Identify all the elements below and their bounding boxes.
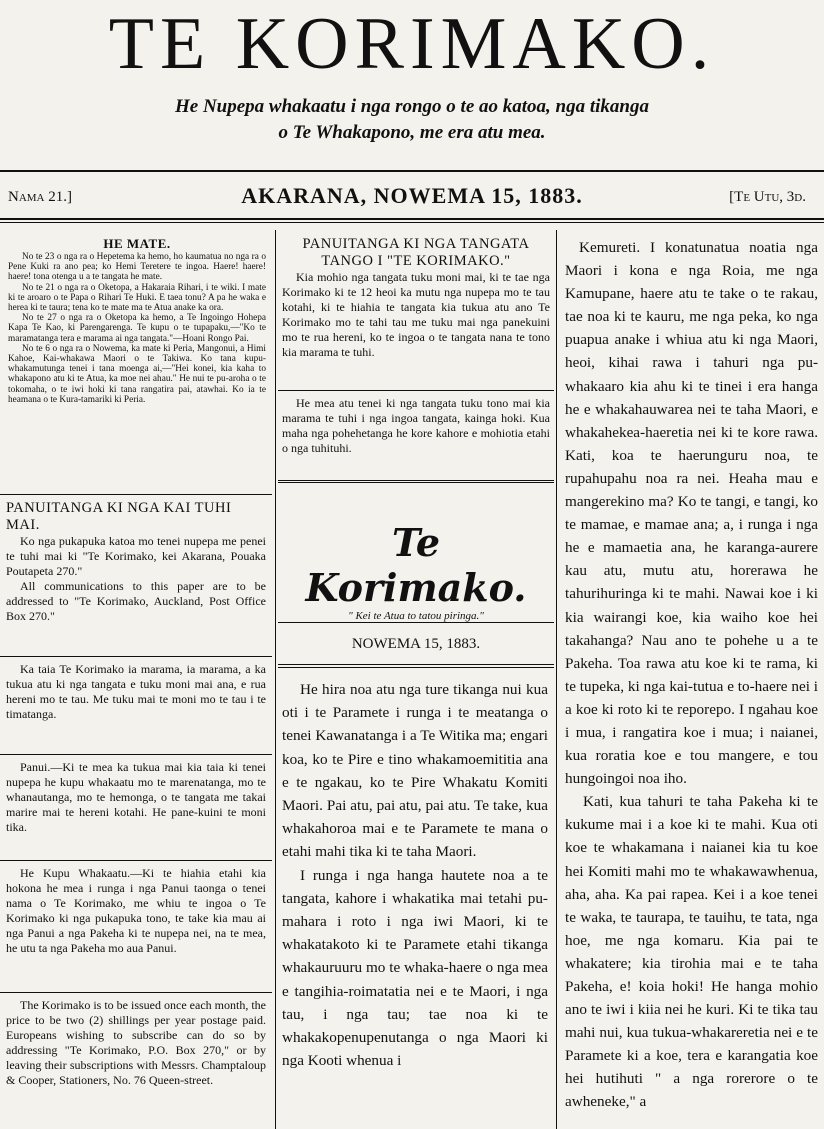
- panuitanga-note-section: [282, 396, 550, 456]
- section-rule: [278, 664, 554, 665]
- kai-tuhi-paragraph: All communications to this paper are to be addressed to "Te Korimako, Auckland, Post Office Box 270.": [6, 579, 266, 623]
- panuitanga-note-paragraph: He mea atu tenei ki nga tangata tuku tono mai kia marama te tuhi i nga ingoa tangata, kainga hoki. Kua maha nga pohehetanga he kore kahore e mohiotia etahi o nga tuhituhi.: [282, 396, 550, 455]
- he-kupu-section: [6, 866, 266, 956]
- kai-tuhi-heading: PANUITANGA KI NGA KAI TUHI MAI.: [6, 500, 232, 533]
- column-divider-1: [275, 230, 276, 1129]
- dateline-bottom-rule: [0, 218, 824, 220]
- section-rule: [278, 667, 554, 668]
- section-rule: [278, 622, 554, 623]
- issue-price: [Te Utu, 3d.: [729, 189, 806, 205]
- column-1: [0, 230, 272, 1129]
- newspaper-title: TE KORIMAKO.: [108, 3, 716, 85]
- he-mate-section: [8, 236, 266, 405]
- editorial-date: NOWEMA 15, 1883.: [351, 636, 481, 652]
- column-3: [559, 230, 824, 1129]
- editorial-continuation-paragraph: Kemureti. I konatunatua noatia nga Maori i kona e nga Roia, me nga Kamupane, haere atu te take o te rakau, tae noa ki te kauru, me nga peka, ko nga puapua anake i whiua atu ki nga Maori, heoi, kihai rawa i tahuri nga pu-whakaaro kia ahu ki te tinei i era hanga he e whakahauwarea nei te taha Maori, e whakahekea-haeretia nei ki te kore rawa. Kati, koa te haerunguru noa, te rupahupahu noa ra nei. Heaha mau e mangerekino ma? Ko te tangi, e tangi, ko te mamae, e mamae ana; a, i runga i nga he e mamaetia ana, he karanga-aurere kau atu, mutu atu, horerawa he tahurihuringa ki te mahi. Nawai koe i ki kia wairangi koe, kia waiho koe hei takahanga? Nau ano te pohehe u a te Pakeha. Toa rawa atu koe ki te rama, ki te tupeka, ki nga kai-tutua e to-haere nei i a koe ki roto ki te reporepo. I ngahau koe i mua, i rangatira koe i mua; i naianei, kua roratia koe e tou mangere, e tou hungoingoi noa iho.: [565, 239, 818, 788]
- he-mate-paragraph: No te 21 o nga ra o Oketopa, a Hakaraia Rihari, i te wiki. I mate ki te aroaro o te Papa o Rihari Te Huki. E taea tonu? A pa he waka e herea ki te taura; tena ko te mate ma te Atua anake ka ora.: [8, 282, 266, 314]
- column-2: [278, 230, 554, 1129]
- panui-section: [6, 760, 266, 835]
- english-notice-paragraph: The Korimako is to be issued once each month, the price to be two (2) shillings per year postage paid. Europeans wishing to subscribe can do so by addressing "Te Korimako, P.O. Box 270," or by leaving their subscriptions with Messrs. Champtaloup & Cooper, Stationers, No. 76 Queen-street.: [6, 998, 266, 1087]
- ka-taia-paragraph: Ka taia Te Korimako ia marama, ia marama, a ka tukua atu ki nga tangata e tuku moni mai ana, e rua hereni mo te tau. Me tuku mai te moni mo te tau i te timatanga.: [6, 662, 266, 721]
- editorial-continuation: [565, 236, 818, 1114]
- editorial-paragraph: He hira noa atu nga ture tikanga nui kua oti i te Paramete i runga i te meatanga o tenei Kawanatanga i a Te Witika ma; engari koa, ko te Pire e tino whakamoemititia ana e te ngakau, ko te Pire Whakatu Komiti Maori. Pai atu, pai atu, pai atu. Te take, kua whakahoroa mai e te Paramete te mana o etahi mahi tika ki te taha Maori.: [282, 681, 548, 861]
- newspaper-subtitle: [60, 94, 764, 146]
- editorial-motto: " Kei te Atua to tatou piringa.": [348, 610, 484, 622]
- issue-date: AKARANA, NOWEMA 15, 1883.: [241, 183, 583, 208]
- he-mate-paragraph: No te 27 o nga ra o Oketopa ka hemo, a Te Ingoingo Hohepa Kapa Te Kao, ki Parengarenga. Te kupu o te tupapaku,—"Ko te maramatanga tera e marama ai nga tangata."—Hoani Rongo Pai.: [8, 313, 266, 344]
- he-mate-heading: HE MATE.: [103, 236, 171, 251]
- he-mate-paragraph: No te 6 o nga ra o Nowema, ka mate ki Peria, Mangonui, a Himi Kahoe, Kai-whakawa Maori o te Takiwa. Ko tana kupu-whakamutunga tenei i tana moenga ai,—"Hei konei, kia kaha to whakapono atu ki te Atua, ka moe nei ahau." He nui te pu-aroha o te tokomaha, o te iwi hoki ki tana rangatira pai, atawhai. Ko ia te heamana o te Kura-tamariki ki Peria.: [8, 343, 266, 405]
- he-kupu-paragraph: He Kupu Whakaatu.—Ki te hiahia etahi kia hokona he mea i runga i nga Panui taonga o tenei nama o Te Korimako, me whiu te ingoa o Te Korimako ki nga pukapuka tono, te take kia mau ai nga Panui a nga Pakeha ki te nupepa nei, na te mea, he utu ta nga Pakeha mo aua Panui.: [6, 866, 266, 955]
- section-rule: [0, 656, 272, 657]
- panui-paragraph: Panui.—Ki te mea ka tukua mai kia taia ki tenei nupepa he kupu whakaatu mo te marenatanga, mo te whanautanga, mo te hemonga, o te tangata me takai marire mai te hereni kotahi. He pane-kuini te moni tika.: [6, 760, 266, 834]
- section-rule: [0, 860, 272, 861]
- subtitle-line-1: He Nupepa whakaatu i nga rongo o te ao katoa, nga tikanga: [174, 96, 649, 117]
- top-rule: [0, 170, 824, 172]
- dateline: [0, 183, 824, 213]
- editorial-logo-block: [282, 520, 550, 622]
- kai-tuhi-paragraph: Ko nga pukapuka katoa mo tenei nupepa me penei te tuhi mai ki "Te Korimako, kei Akarana, Pouaka Poutapeta 270.": [6, 534, 266, 578]
- english-notice-section: [6, 998, 266, 1088]
- section-rule: [278, 390, 554, 391]
- double-rule: [278, 480, 554, 483]
- section-rule: [0, 494, 272, 495]
- subtitle-line-2: o Te Whakapono, me era atu mea.: [278, 122, 546, 143]
- column-divider-2: [556, 230, 557, 1129]
- kai-tuhi-section: [6, 500, 266, 624]
- panuitanga-paragraph: Kia mohio nga tangata tuku moni mai, ki te tae nga Korimako ki te 12 heoi ka mutu nga nupepa mo te tau kotahi, ki te hiahia te tangata kia tukua atu ano Te Korimako mo te tahi tau me tuku mai nga panekuini mo te rua hereni, ko te ingoa o te tangata nana te tono kia marama te tuhi.: [282, 270, 550, 359]
- dateline-bottom-rule-2: [0, 222, 824, 223]
- section-rule: [0, 754, 272, 755]
- section-rule: [0, 992, 272, 993]
- panuitanga-heading: PANUITANGA KI NGA TANGATA TANGO I "TE KORIMAKO.": [302, 236, 530, 269]
- editorial-logo: Te Korimako.: [305, 520, 527, 610]
- ka-taia-section: [6, 662, 266, 722]
- he-mate-paragraph: No te 23 o nga ra o Hepetema ka hemo, ho kaumatua no nga ra o Pene Kuki ra ano pea; ko Hemi Teretere te ingoa. Haere! haere! haere! tona otenga u a te tangata he mate.: [8, 252, 266, 283]
- editorial-body: [282, 678, 548, 1072]
- editorial-paragraph: I runga i nga hanga hautete noa a te tangata, kahore i whakatika mai tetahi pu-mahara i roto i nga iwi Maori, ki te whakatakoto ki te Paramete etahi tikanga whakauruuru mo te whaka-haere o nga mea e tangihia-roimatatia nei e te Maori, i nga tau, i nga tau; tae noa ki te whakakopenupenutanga o nga Maori ki nga Kooti whenua i: [282, 866, 548, 1070]
- panuitanga-section: [282, 236, 550, 360]
- editorial-continuation-paragraph: Kati, kua tahuri te taha Pakeha ki te kukume mai i a koe ki te mahi. Kua oti koe te whakamana i naianei kia tu koe hei Komiti mahi mo te whakawawhenua, aha, aha. Ka pai rapea. Kei i a koe tenei te waka, te taurapa, te tauihu, te tata, nga hoe, me nga komaru. Kia pai te whakatere; kia tirohia mai e te taha Pakeha, e! koia hoki! He hanga mohio ano te iwi i kiia nei he kuri. Ki te tika tau mahi nui, kua tukua-whakareretia nei e te Paramete ki a koe, tera e karangatia koe hei hutihuti " a nga rorerore o te awheneke," a: [565, 793, 818, 1111]
- issue-number: Nama 21.]: [8, 189, 72, 205]
